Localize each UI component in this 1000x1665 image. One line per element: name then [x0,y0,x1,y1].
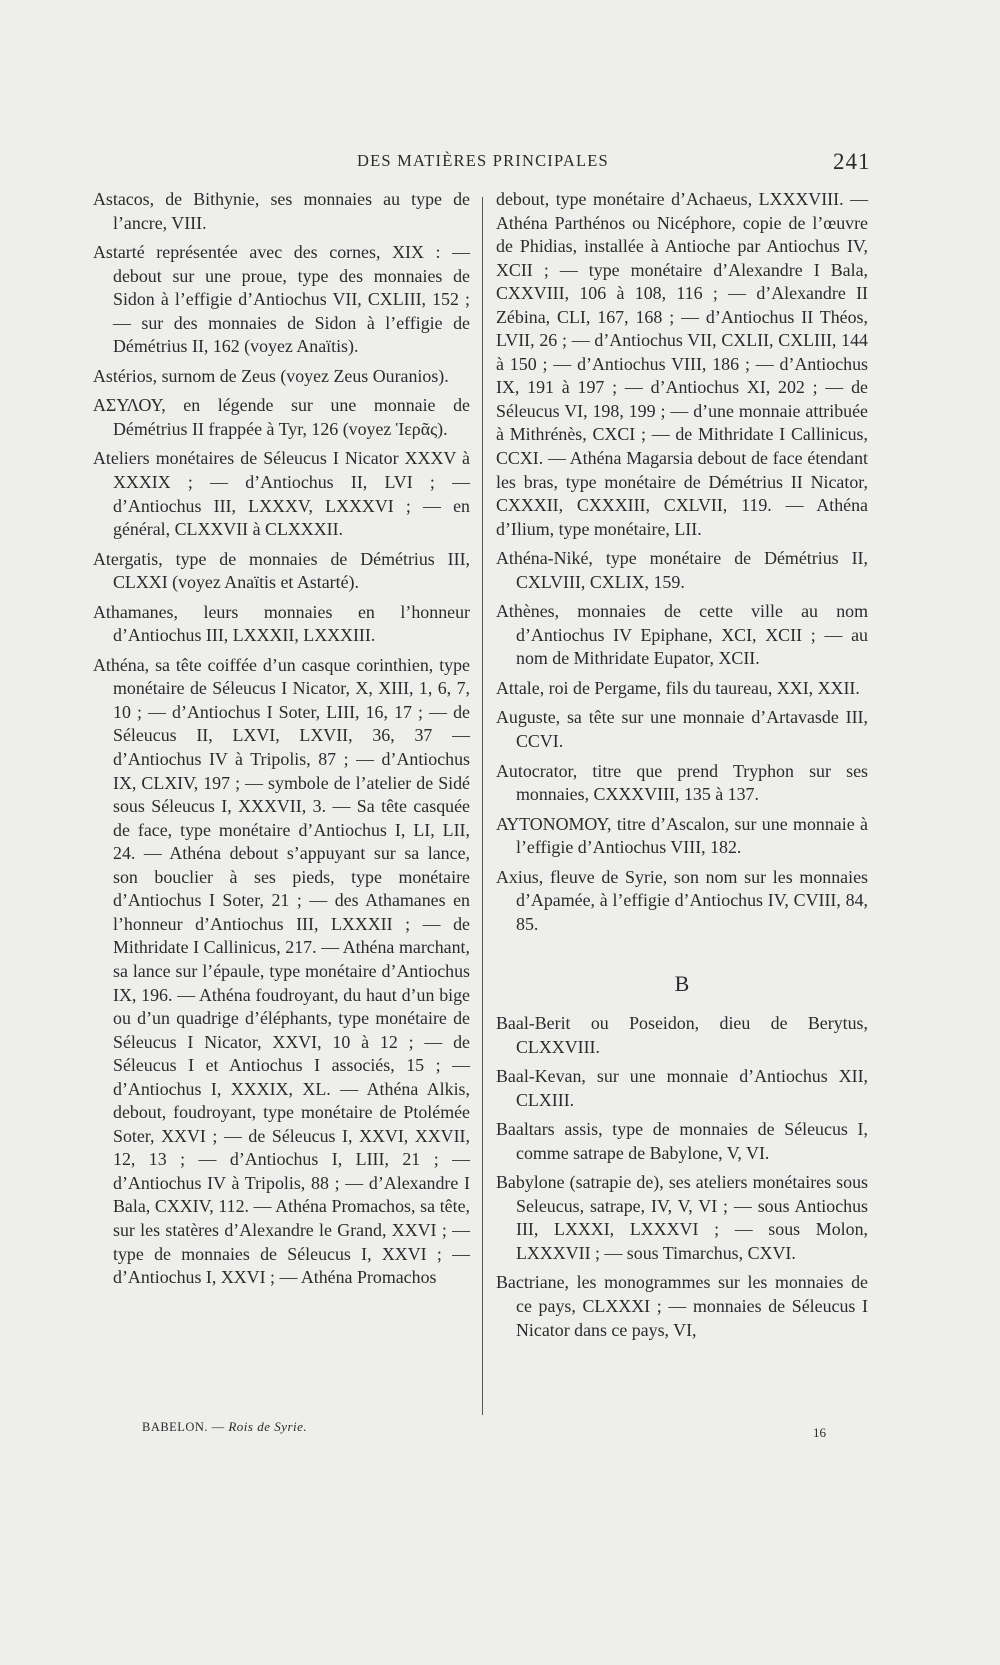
index-entry-auguste: Auguste, sa tête sur une monnaie d’Artavasde III, CCVI. [496,707,868,752]
index-entry-asylou: ΑΣΥΛΟΥ, en légende sur une monnaie de Démétrius II frappée à Tyr, 126 (voyez Ἱερᾶς). [93,395,470,439]
index-entry-ateliers: Ateliers monétaires de Séleucus I Nicator XXXV à XXXIX ; — d’Antiochus II, LVI ; — d’Antiochus III, LXXXV, LXXXVI ; — en général, CLXXVII à CLXXXII. [93,448,470,540]
index-entry-baal-kevan: Baal-Kevan, sur une monnaie d’Antiochus XII, CLXIII. [496,1066,868,1110]
running-head [0,151,1000,181]
running-title: DES MATIÈRES PRINCIPALES [357,151,609,170]
index-entry-astacos: Astacos, de Bithynie, ses monnaies au type de l’ancre, VIII. [93,189,470,233]
footer-book-title: Rois de Syrie. [228,1419,308,1434]
index-entry-astarte: Astarté représentée avec des cornes, XIX : — debout sur une proue, type des monnaies de Sidon à l’effigie d’Antiochus VII, CXLIII, 152 ; — sur des monnaies de Sidon à l’effigie de Démétrius II, 162 (voyez Anaïtis). [93,242,470,357]
index-entry-attale: Attale, roi de Pergame, fils du taureau, XXI, XXII. [496,677,860,698]
index-entry-baal-berit: Baal-Berit ou Poseidon, dieu de Berytus, CLXXVIII. [496,1012,868,1057]
index-entry-athena: Athéna, sa tête coiffée d’un casque corinthien, type monétaire de Séleucus I Nicator, X, XIII, 1, 6, 7, 10 ; — d’Antiochus I Soter, LIII, 16, 17 ; — de Séleucus II, LXVI, LXVII, 36, 37 — d’Antiochus IV à Tripolis, 87 ; — d’Antiochus IX, CLXIV, 197 ; — symbole de l’atelier de Sidé sous Séleucus I, XXXVII, 3. — Sa tête casquée de face, type monétaire d’Antiochus I, LI, LII, 24. — Athéna debout s’appuyant sur sa lance, son bouclier à ses pieds, type monétaire d’Antiochus I Soter, 21 ; — des Athamanes en l’honneur d’Antiochus III, LXXXII ; — de Mithridate I Callinicus, 217. — Athéna marchant, sa lance sur l’épaule, type monétaire d’Antiochus IX, 196. — Athéna foudroyant, du haut d’un bige ou d’un quadrige d’éléphants, type monétaire de Séleucus I Nicator, XXVI, 10 à 12 ; — de Séleucus I et Antiochus I associés, 15 ; — d’Antiochus I, XXXIX, XL. — Athéna Alkis, debout, foudroyant, type monétaire de Ptolémée Soter, XXVI ; — de Séleucus I, XXVI, XXVII, 12, 13 ; — d’Antiochus I, LIII, 21 ; — d’Antiochus IV à Tripolis, 88 ; — d’Alexandre I Bala, CXXIV, 112. — Athéna Promachos, sa tête, sur les statères d’Alexandre le Grand, XXVI ; — type de monnaies de Séleucus I, XXVI ; — d’Antiochus I, XXVI ; — Athéna Promachos [93,654,470,1288]
footer-note [142,1419,307,1435]
page-number: 241 [833,149,871,174]
column-rule [482,197,483,1415]
index-entry-athamanes: Athamanes, leurs monnaies en l’honneur d’Antiochus III, LXXXII, LXXXIII. [93,601,470,646]
index-entry-babylone: Babylone (satrapie de), ses ateliers monétaires sous Seleucus, satrape, IV, V, VI ; — sous Antiochus III, LXXXI, LXXXVI ; — sous Molon, LXXXVII ; — sous Timarchus, CXVI. [496,1172,868,1263]
index-entry-axius: Axius, fleuve de Syrie, son nom sur les monnaies d’Apamée, à l’effigie d’Antiochus IV, CVIII, 84, 85. [496,866,868,934]
index-entry-asterios: Astérios, surnom de Zeus (voyez Zeus Ouranios). [93,365,449,386]
index-entry-bactriane: Bactriane, les monogrammes sur les monnaies de ce pays, CLXXXI ; — monnaies de Séleucus I Nicator dans ce pays, VI, [496,1272,868,1340]
index-entry-baaltars: Baaltars assis, type de monnaies de Séleucus I, comme satrape de Babylone, V, VI. [496,1119,868,1163]
left-column [93,188,470,1296]
index-entry-athenes: Athènes, monnaies de cette ville au nom d’Antiochus IV Epiphane, XCI, XCII ; — au nom de Mithridate Eupator, XCII. [496,601,868,669]
index-entry-autonomou: ΑΥΤΟΝΟΜΟΥ, titre d’Ascalon, sur une monnaie à l’effigie d’Antiochus VIII, 182. [496,813,868,858]
index-entry-athena-nike: Athéna-Niké, type monétaire de Démétrius II, CXLVIII, CXLIX, 159. [496,548,868,592]
index-entry-atergatis: Atergatis, type de monnaies de Démétrius III, CLXXI (voyez Anaïtis et Astarté). [93,548,470,593]
section-letter-b: B [674,971,690,997]
right-column [496,188,868,1348]
index-entry-athena-continued: debout, type monétaire d’Achaeus, LXXXVIII. — Athéna Parthénos ou Nicéphore, copie de l’œuvre de Phidias, installée à Antioche par Antiochus IV, XCII ; — type monétaire d’Alexandre I Bala, CXXVIII, 106 à 108, 116 ; — d’Alexandre II Zébina, CLI, 167, 168 ; — d’Antiochus II Théos, LVII, 26 ; — d’Antiochus VII, CXLII, CXLIII, 144 à 150 ; — d’Antiochus VIII, 186 ; — d’Antiochus IX, 191 à 197 ; — d’Antiochus XI, 202 ; — de Séleucus VI, 198, 199 ; — d’une monnaie attribuée à Mithrénès, CXCI ; — de Mithridate I Callinicus, CCXI. — Athéna Magarsia debout de face étendant les bras, type monétaire de Démétrius II Nicator, CXXXII, CXXXIII, CXLVII, 119. — Athéna d’Ilium, type monétaire, LII. [496,189,868,539]
footer-author: BABELON. — [142,1420,225,1434]
signature-mark: 16 [813,1425,826,1440]
index-entry-autocrator: Autocrator, titre que prend Tryphon sur ses monnaies, CXXXVIII, 135 à 137. [496,760,868,805]
